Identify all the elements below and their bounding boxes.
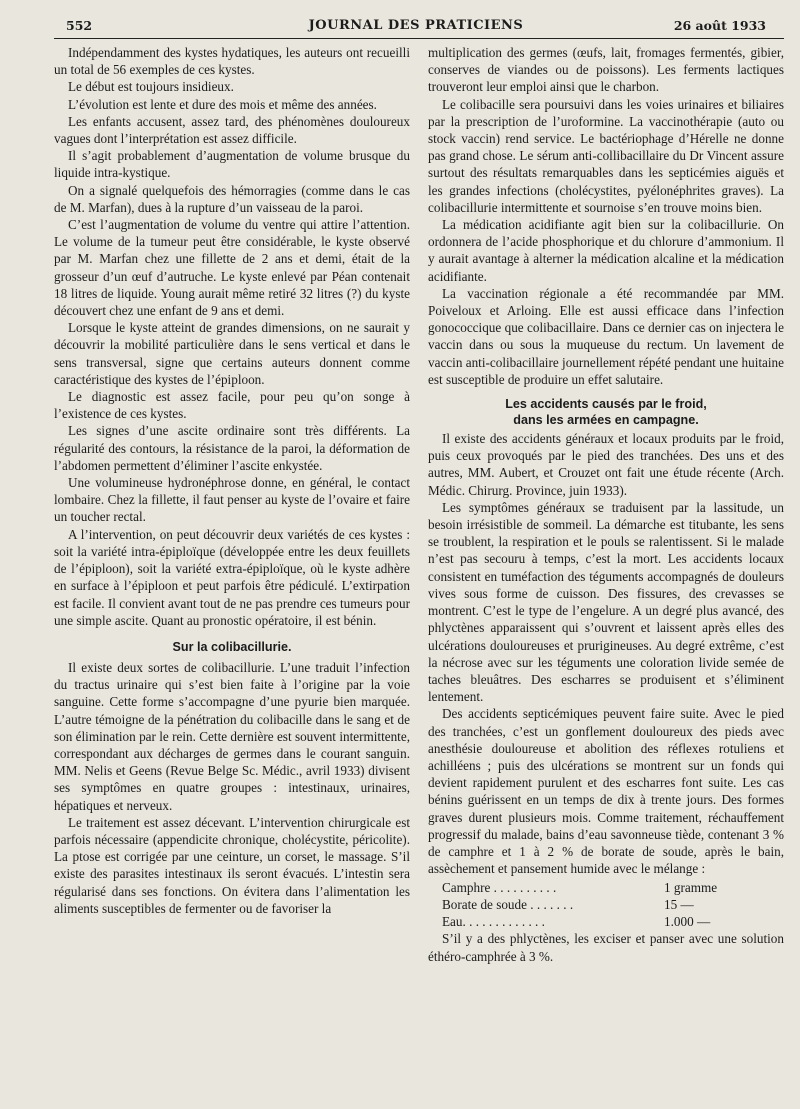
heading-line: Les accidents causés par le froid, [505,397,707,412]
ingredient-qty: 15 — [664,897,694,913]
prescription-row [442,896,784,913]
paragraph: Les enfants accusent, assez tard, des phénomènes douloureux vagues dont l’interprétation est assez difficile. [54,113,410,147]
paragraph: multiplication des germes (œufs, lait, fromages fermentés, gibier, conserves de viandes ou de poissons). Les ferments lactiques trouveront leur emploi ainsi que le charbon. [428,45,784,95]
ingredient-name: Eau. . . . . . . . . . . . . [442,914,545,930]
prescription-row [442,879,784,896]
paragraph: Il existe des accidents généraux et locaux produits par le froid, puis ceux provoqués par le pied des tranchées. Des uns et des autres, MM. Aubert, et Crouzet ont fait une étude récente (Arch. Médic. Chirurg. Province, juin 1933). [428,431,784,498]
prescription-row [442,913,784,930]
prescription-table [442,879,784,930]
issue-date: 26 août 1933 [673,18,766,33]
ingredient-name: Borate de soude . . . . . . . [442,897,574,913]
paragraph: Le traitement est assez décevant. L’intervention chirurgicale est parfois nécessaire (appendicite chronique, cholécystite, péricolite). La ptose est corrigée par une ceinture, un corset, le massage. S’il existe des parasites intestinaux ils seront évacués. L’intestin sera régularisé dans ses fonctions. On évitera dans l’alimentation les aliments susceptibles de fermenter ou de favoriser la [54,814,410,916]
ingredient-name: Camphre . . . . . . . . . . [442,880,557,896]
ingredient-qty: 1.000 — [664,914,711,930]
paragraph: Le colibacille sera poursuivi dans les voies urinaires et biliaires par la prescription de l’uroformine. La vaccinothérapie (auto ou stock vaccin) rend service. Le bactériophage d’Hérelle ne donne pas grand chose. Le sérum anti-collibacillaire du Dr Vincent assure surtout des résultats remarquables dans les septicémies aiguës et les grandes infections (cholécystites, pyélonéphrites graves). La colibacillurie intermittente et sournoise s’en trouve moins bien. [428,96,784,215]
paragraph: L’évolution est lente et dure des mois et même des années. [68,96,377,112]
left-column [54,44,410,917]
paragraph: Les symptômes généraux se traduisent par la lassitude, un besoin irrésistible de sommeil. La démarche est titubante, les sens se troublent, la respiration et le pouls se ralentissent. Si le malade n’est pas secouru à temps, c’est la mort. Les accidents locaux consistent en tuméfaction des téguments accompagnés de douleurs vives sous forme de cuisson. Des fissures, des crevasses se montrent. C’est le type de l’engelure. A un degré plus avancé, des phlyctènes apparaissent qui s’ouvrent et laissent après elles des ulcérations douloureuses et prurigineuses. Au degré extrême, c’est la nécrose avec sur les téguments une coloration livide semée de taches bleuâtres. Des escharres se produisent et s’éliminent lentement. [428,499,784,705]
paragraph: Lorsque le kyste atteint de grandes dimensions, on ne saurait y découvrir la mobilité particulière dans le sens vertical et dans le sens transversal, signe que certains auteurs donnent comme caractéristique des kystes de l’épiploon. [54,320,410,387]
paragraph: La vaccination régionale a été recommandée par MM. Poiveloux et Arloing. Elle est aussi efficace dans l’infection gonococcique que colibacillaire. Dans ce dernier cas on injectera le vaccin dans ou sous la muqueuse du rectum. Un lavement de vaccin anti-colibacillaire journellement répété pendant une huitaine est susceptible de produire un effet salutaire. [428,285,784,387]
ingredient-qty: 1 gramme [664,880,718,896]
paragraph: A l’intervention, on peut découvrir deux variétés de ces kystes : soit la variété intra-épiploïque (développée entre les deux feuillets de l’épiploon), soit la variété extra-épiploïque, où le kyste adhère en surface à l’épiploon et peut parfois être pédiculé. L’extirpation est facile. Il convient avant tout de ne pas prendre ces tumeurs pour une simple ascite. Quant au pronostic opératoire, il est bénin. [54,526,410,628]
paragraph-closing: S’il y a des phlyctènes, les exciser et panser avec une solution éthéro-camphrée à 3 %. [428,931,784,964]
heading-line: dans les armées en campagne. [513,413,699,428]
paragraph: Une volumineuse hydronéphrose donne, en général, le contact lombaire. Chez la fillette, il faut penser au kyste de l’ovaire et faire un toucher rectal. [54,475,410,525]
paragraph: Des accidents septicémiques peuvent faire suite. Avec le pied des tranchées, c’est un gonflement douloureux des pieds avec anesthésie douloureuse et abolition des réflexes rotuliens et achilléens ; puis des ulcérations se montrent sur un fonds qui devient rapidement purulent et des escharres font suite. Les cas bénins guérissent en un temps de dix à trente jours. Des formes graves durent plusieurs mois. Comme traitement, réchauffement progressif du malade, bains d’eau savonneuse tiède, contenant 3 % de camphre et 1 à 2 % de borate de soude, après le bain, assèchement et pansement humide avec le mélange : [428,706,784,877]
paragraph: Indépendamment des kystes hydatiques, les auteurs ont recueilli un total de 56 exemples de ces kystes. [54,45,410,78]
right-column [428,44,784,965]
page-header [66,18,766,40]
paragraph: Il existe deux sortes de colibacillurie. L’une traduit l’infection du tractus urinaire qui s’est bien faite à l’origine par la voie sanguine. Cette forme s’accompagne d’une pyurie bien marquée. L’autre témoigne de la pénétration du colibacille dans le sang et de son élimination par le rein. Cette dernière est souvent intermittente, correspondant aux décharges de germes dans le courant sanguin. MM. Nelis et Geens (Revue Belge Sc. Médic., avril 1933) divisent ses symptômes en quatre groupes : intestinaux, urinaires, hépatiques et nerveux. [54,659,410,813]
header-rule [54,38,784,39]
section-heading-colibacillurie: Sur la colibacillurie. [172,639,292,654]
paragraph: La médication acidifiante agit bien sur la colibacillurie. On ordonnera de l’acide phosphorique et du chlorure d’ammonium. Il y aurait avantage à alterner la médication alcaline et la médication acidifiante. [428,217,784,284]
paragraph: C’est l’augmentation de volume du ventre qui attire l’attention. Le volume de la tumeur peut être considérable, le kyste observé par M. Marfan chez une fillette de 2 ans et demi, était de la grosseur d’un œuf d’autruche. Le kyste enlevé par Péan contenait 18 litres de liquide. Young aurait même retiré 32 litres (?) du kyste découvert chez une enfant de 9 ans et demi. [54,217,410,319]
paragraph: Il s’agit probablement d’augmentation de volume brusque du liquide intra-kystique. [54,148,410,181]
section-heading-froid [428,396,784,428]
paragraph: Le début est toujours insidieux. [68,79,234,95]
paragraph: On a signalé quelquefois des hémorragies (comme dans le cas de M. Marfan), dues à la rupture d’un vaisseau de la paroi. [54,182,410,215]
paragraph: Le diagnostic est assez facile, pour peu qu’on songe à l’existence de ces kystes. [54,389,410,422]
paragraph: Les signes d’une ascite ordinaire sont très différents. La régularité des contours, la résistance de la paroi, la déformation de l’abdomen permettent d’éliminer l’ascite enkystée. [54,423,410,473]
page-number: 552 [66,18,93,33]
journal-title: JOURNAL DES PRATICIENS [308,18,524,33]
